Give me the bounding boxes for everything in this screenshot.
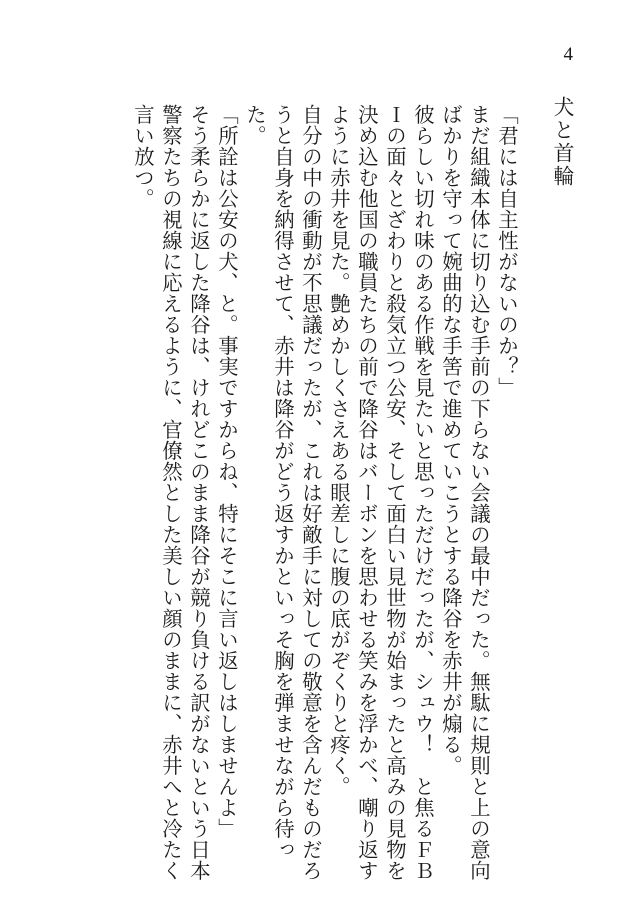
chapter-title: 犬と首輪 — [551, 96, 575, 188]
paragraph: 「所詮は公安の犬、と。事実ですからね、特にそこに言い返しはしませんよ」 — [215, 104, 239, 839]
page-number: 4 — [563, 44, 573, 65]
body-text — [129, 104, 521, 884]
paragraph: まだ組織本体に切り込む手前の下らない会議の最中だった。無駄に規則と上の意向ばかりを守って婉曲的な手筈で進めていこうとする降谷を赤井が煽る。 — [439, 104, 491, 881]
paragraph: そう柔らかに返した降谷は、けれどこのまま降谷が競り負ける訳がないという日本警察たちの視線に応えるように、官僚然とした美しい顔のままに、赤井へと冷たく言い放つ。 — [131, 104, 211, 881]
paragraph: 「君には自主性がないのか？」 — [495, 104, 519, 398]
paragraph: 彼らしい切れ味のある作戦を見たいと思っただけだったが、シュウ！ と焦るＦＢＩの面々とざわりと殺気立つ公安、そして面白い見世物が始まったと高みの見物を決め込む他国の職員たちの前で降谷はバーボンを思わせる笑みを浮かべ、嘲り返すように赤井を見た。艶めかしくさえある眼差しに腹の底がぞくりと疼く。 — [327, 104, 435, 881]
paragraph: 自分の中の衝動が不思議だったが、これは好敵手に対しての敬意を含んだものだろうと自身を納得させて、赤井は降谷がどう返すかといっそ胸を弾ませながら待った。 — [243, 104, 323, 881]
